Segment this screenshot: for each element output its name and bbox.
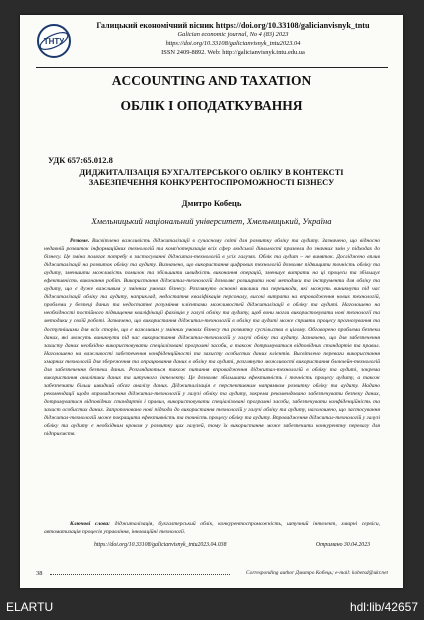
abstract-text: Висвітлено важливість діджиталізації в сучасному світі для розвитку обліку та аудиту. Зазначено, що відносно недавній розвиток інформаційних технологій та комп'ютеризація всіх сфер людської діяльності призвели до значних змін у підходах до бізнесу. Це зміна полягає потребу в застосуванні діджитал-технологій в усіх галузях. Облік та аудит – не виняток. Досліджено вплив діджиталізації на розвиток обліку та аудиту. Визначено, що використання цифрових технологій дозволяє підвищити точність обліку та аудиту, зменшити можливість помилок та збільшити швидкість виконання операцій, зменшує витрати на ці процеси та збільшує ефективність виконання робіт. Використання діджитал-технологій дозволяє розширити нові методики та інструменти для обліку та аудиту, що є дуже важливим у змінних умовах бізнесу. Розглянуто основні виклики та перешкоди, які можуть виникнути під час діджиталізації обліку та аудиту, наприклад, недостатня кваліфікація персоналу, високі витрати на впровадження нових технологій, проблеми у безпеці даних та недостатнє розуміння клієнтами можливостей діджиталізації в обліку та аудиті. Наголошено на необхідності постійного підвищення кваліфікації фахівців у галузі обліку та аудиту, щоб вони могли використовувати нові технології та методики у своїй роботі. Зазначено, що використання діджитал-технологій в обліку та аудиті може сприяти процесу прогнозування та доступнішими для всіх сторін, що є важливим у змінних умовах бізнесу та розвитку суспільства в цілому. Обговорено проблеми безпеки даних, які можуть виникнути під час використання діджитал-технологій у галузі обліку та аудиту. Зазначено, що для забезпечення захисту даних необхідно використовувати спеціалізовані програмні засоби, а також дотримуватися відповідних стандартів та правил. Наголошено на важливості забезпечення конфіденційності та захисту особистих даних клієнтів. Висвітлено переваги використання хмарних технологій для збереження та опрацювання даних в обліку та аудиті, розглянуто можливості використання блокчейн-технологій для забезпечення безпеки даних. Розглядаються також питання впровадження діджитал-технологій в обліку та аудиті, зокрема використання аналітики даних та штучного інтелекту. Це дозволяє збільшити ефективність і точність процесу аудиту, а також забезпечити більш швидкий обсяг аналізу даних. Діджиталізація є перспективним напрямком розвитку обліку та аудиту. Надано рекомендації щодо впровадження діджитал-технологій у галузі обліку та аудиту, зокрема рекомендовано забезпечувати безпеку даних, дотримуватися відповідних стандартів і правил, використовувати спеціалізовані програмні засоби, забезпечувати конфіденційність та захист особистих даних. Запропоновано нові підходи до використання технологій у галузі обліку та аудиту, наголошено, що застосування діджитал-технологій може покращити ефективність та точність процесу обліку та аудиту. Впровадження діджитал-технологій у галузі обліку та аудиту є необхідним кроком у розвитку цих галузей, тому їх використання може забезпечити конкурентну перевагу для підприємств.: [44, 238, 380, 438]
footer-divider: [50, 574, 230, 575]
corresponding-author: Corresponding author Дмитро Кобець; e-mail: kobetsd@ukr.net: [246, 570, 388, 576]
article-doi-link[interactable]: https://doi.org/10.33108/galicianvisnyk_tntu2023.04.038: [94, 542, 227, 548]
article-author: Дмитро Кобець: [181, 198, 242, 208]
journal-header: [36, 21, 388, 68]
journal-name-en: Galician economic journal, No 4 (83) 2023: [177, 31, 289, 38]
keywords-label: Ключові слова:: [70, 521, 111, 527]
repository-bar: [0, 596, 424, 620]
abstract-label: Резюме.: [70, 238, 90, 244]
keywords-text: діджиталізація, бухгалтерський облік, конкурентоспроможність, штучний інтелект, хмарні сервіси, автоматизація процесів управління, інноваційні технології.: [44, 521, 380, 536]
repository-handle[interactable]: hdl:lib/42657: [349, 600, 418, 614]
section-title-en: ACCOUNTING AND TAXATION: [111, 73, 312, 88]
article-title: ДИДЖИТАЛІЗАЦІЯ БУХГАЛТЕРСЬКОГО ОБЛІКУ В КОНТЕКСТІ ЗАБЕЗПЕЧЕННЯ КОНКУРЕНТОСПРОМОЖНОСТІ БІЗНЕСУ: [79, 168, 344, 187]
document-page: [20, 15, 403, 588]
abstract: [44, 237, 380, 532]
journal-name-uk: Галицький економічний вісник https://doi.org/10.33108/galicianvisnyk_tntu: [96, 21, 370, 30]
received-date: Отримано 30.04.2023: [315, 542, 370, 548]
journal-doi[interactable]: https://doi.org/10.33108/galicianvisnyk_tntu2023.04: [165, 40, 301, 47]
journal-issn: ISSN 2409-8892. Web: http://galicianvisnyk.tntu.edu.ua: [161, 49, 305, 56]
journal-info: [78, 21, 388, 57]
section-title-uk: ОБЛІК І ОПОДАТКУВАННЯ: [120, 98, 303, 113]
udc-code: УДК 657:65.012.8: [48, 155, 113, 165]
journal-logo-icon: [36, 23, 72, 59]
author-affiliation: Хмельницький національний університет, Хмельницький, Україна: [91, 216, 332, 226]
keywords: [44, 520, 380, 536]
logo-lettering: ТНТУ: [43, 37, 65, 46]
page-number: 38: [36, 570, 43, 577]
repository-brand: ELARTU: [6, 600, 54, 614]
